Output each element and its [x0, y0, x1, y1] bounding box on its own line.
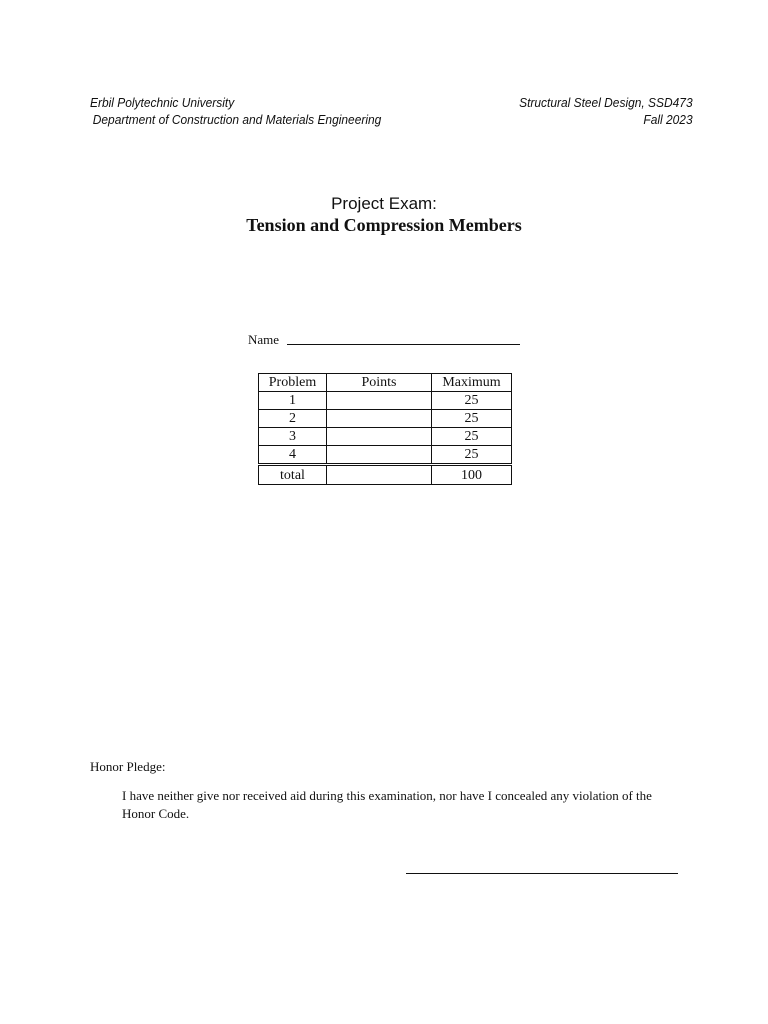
- problem-cell: 2: [259, 410, 327, 428]
- maximum-cell: 25: [432, 410, 512, 428]
- maximum-cell: 25: [432, 446, 512, 465]
- total-label: total: [259, 465, 327, 485]
- points-cell[interactable]: [327, 410, 432, 428]
- points-cell[interactable]: [327, 428, 432, 446]
- name-label: Name: [248, 332, 280, 347]
- header-problem: Problem: [259, 374, 327, 392]
- total-points-cell[interactable]: [327, 465, 432, 485]
- exam-title-line-2: Tension and Compression Members: [246, 215, 522, 235]
- university-name: Erbil Polytechnic University: [90, 95, 235, 110]
- problem-cell: 1: [259, 392, 327, 410]
- score-table-header: [259, 374, 512, 392]
- honor-pledge-label: Honor Pledge:: [90, 759, 166, 774]
- department-name: Department of Construction and Materials Engineering: [92, 112, 382, 127]
- header-points: Points: [327, 374, 432, 392]
- term: Fall 2023: [643, 112, 693, 127]
- maximum-cell: 25: [432, 428, 512, 446]
- name-field-line[interactable]: [287, 344, 520, 345]
- honor-pledge-text: I have neither give nor received aid during this examination, nor have I concealed any violation of the Honor Code.: [122, 788, 652, 821]
- problem-cell: 3: [259, 428, 327, 446]
- header-right: [519, 94, 693, 128]
- table-row: [259, 446, 512, 465]
- course-name: Structural Steel Design, SSD473: [519, 95, 693, 110]
- problem-cell: 4: [259, 446, 327, 465]
- points-cell[interactable]: [327, 446, 432, 465]
- score-table: [258, 373, 512, 485]
- header-left: [90, 94, 381, 128]
- signature-line[interactable]: [406, 873, 678, 874]
- total-maximum: 100: [432, 465, 512, 485]
- header-maximum: Maximum: [432, 374, 512, 392]
- exam-title: [0, 194, 768, 236]
- exam-title-line-1: Project Exam:: [331, 194, 437, 213]
- table-row: [259, 410, 512, 428]
- maximum-cell: 25: [432, 392, 512, 410]
- table-row: [259, 392, 512, 410]
- table-row: [259, 428, 512, 446]
- total-row: [259, 465, 512, 485]
- points-cell[interactable]: [327, 392, 432, 410]
